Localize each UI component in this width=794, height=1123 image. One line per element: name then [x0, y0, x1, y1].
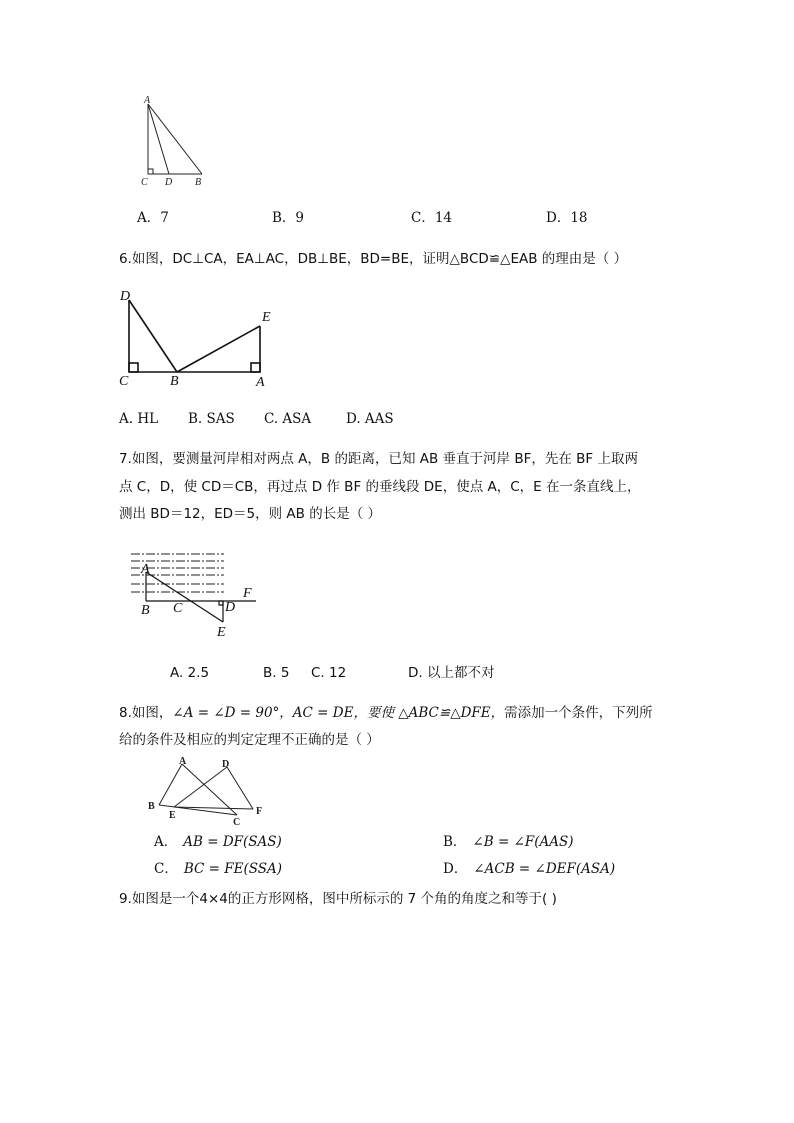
q8-option-d-math: ∠ACB = ∠DEF(ASA): [473, 861, 616, 877]
q8-option-c-math: BC = FE(SSA): [183, 861, 283, 877]
q6-label-b: B: [170, 374, 179, 389]
q7-label-c: C: [173, 601, 183, 616]
q7-label-e: E: [217, 625, 226, 640]
q8-option-b: [443, 833, 574, 851]
q7-stem-line1: 7.如图，要测量河岸相对两点 A，B 的距离，已知 AB 垂直于河岸 BF，先在 BF 上取两: [119, 451, 638, 467]
q8-stem-line1: [119, 704, 653, 722]
q8-stem-prefix: 8.如图，: [119, 705, 173, 721]
q6-label-e: E: [262, 310, 271, 325]
q8-option-c: [154, 860, 282, 878]
q9-stem: 9.如图是一个4×4的正方形网格，图中所标示的 7 个角的角度之和等于( ): [119, 891, 557, 907]
q7-label-a: A: [141, 562, 150, 577]
q7-option-b: B. 5: [263, 665, 290, 681]
q5-option-c: C．14: [411, 210, 453, 226]
q8-option-b-letter: B．: [443, 834, 467, 850]
q8-label-e: E: [169, 810, 176, 821]
q8-option-d-letter: D．: [443, 861, 468, 877]
q8-stem-line2: 给的条件及相应的判定定理不正确的是（ ）: [119, 732, 380, 748]
q8-option-a-letter: A．: [154, 834, 178, 850]
q8-label-f: F: [256, 806, 263, 817]
q8-stem-suffix: 需添加一个条件，下列所: [504, 705, 653, 721]
q7-option-c: C. 12: [311, 665, 347, 681]
q8-option-d: [443, 860, 615, 878]
q8-label-b: B: [148, 801, 155, 812]
q6-figure: [118, 288, 278, 388]
q6-option-d: D. AAS: [346, 411, 394, 427]
q8-figure: [144, 755, 269, 828]
q7-label-f: F: [243, 586, 252, 601]
q7-option-d: D. 以上都不对: [408, 665, 495, 681]
q8-option-c-letter: C．: [154, 861, 178, 877]
q7-stem-line3: 测出 BD＝12，ED＝5，则 AB 的长是（ ）: [119, 506, 382, 522]
q7-label-b: B: [141, 603, 150, 618]
q7-label-d: D: [225, 600, 236, 615]
q6-stem: 6.如图，DC⊥CA，EA⊥AC，DB⊥BE，BD=BE，证明△BCD≌△EAB 的理由是（ ）: [119, 251, 628, 267]
q6-label-c: C: [119, 374, 129, 389]
q5-option-d: D．18: [546, 210, 588, 226]
q5-figure: [138, 94, 208, 188]
q6-label-d: D: [120, 289, 131, 304]
q6-option-c: C. ASA: [264, 411, 312, 427]
q8-label-d: D: [222, 759, 230, 770]
q5-label-d: D: [165, 177, 173, 188]
q7-option-a: A. 2.5: [170, 665, 210, 681]
q5-option-a: A．7: [137, 210, 169, 226]
q8-option-a-math: AB = DF(SAS): [183, 834, 282, 850]
q8-stem-math: ∠A = ∠D = 90°，AC = DE，要使 △ABC≌△DFE，: [172, 705, 505, 721]
q5-label-c: C: [141, 177, 148, 188]
q5-label-a: A: [144, 95, 151, 106]
q7-stem-line2: 点 C，D，使 CD＝CB，再过点 D 作 BF 的垂线段 DE，使点 A，C，E 在一条直线上，: [119, 479, 641, 495]
q6-option-a: A. HL: [119, 411, 159, 427]
q6-option-b: B. SAS: [188, 411, 235, 427]
q8-label-a: A: [179, 756, 187, 767]
q5-option-b: B．9: [272, 210, 305, 226]
q6-label-a: A: [256, 375, 265, 390]
q8-option-a: [154, 833, 282, 851]
q7-figure: [128, 548, 268, 643]
q8-option-b-math: ∠B = ∠F(AAS): [472, 834, 574, 850]
q5-label-b: B: [195, 177, 202, 188]
q8-label-c: C: [233, 817, 241, 828]
